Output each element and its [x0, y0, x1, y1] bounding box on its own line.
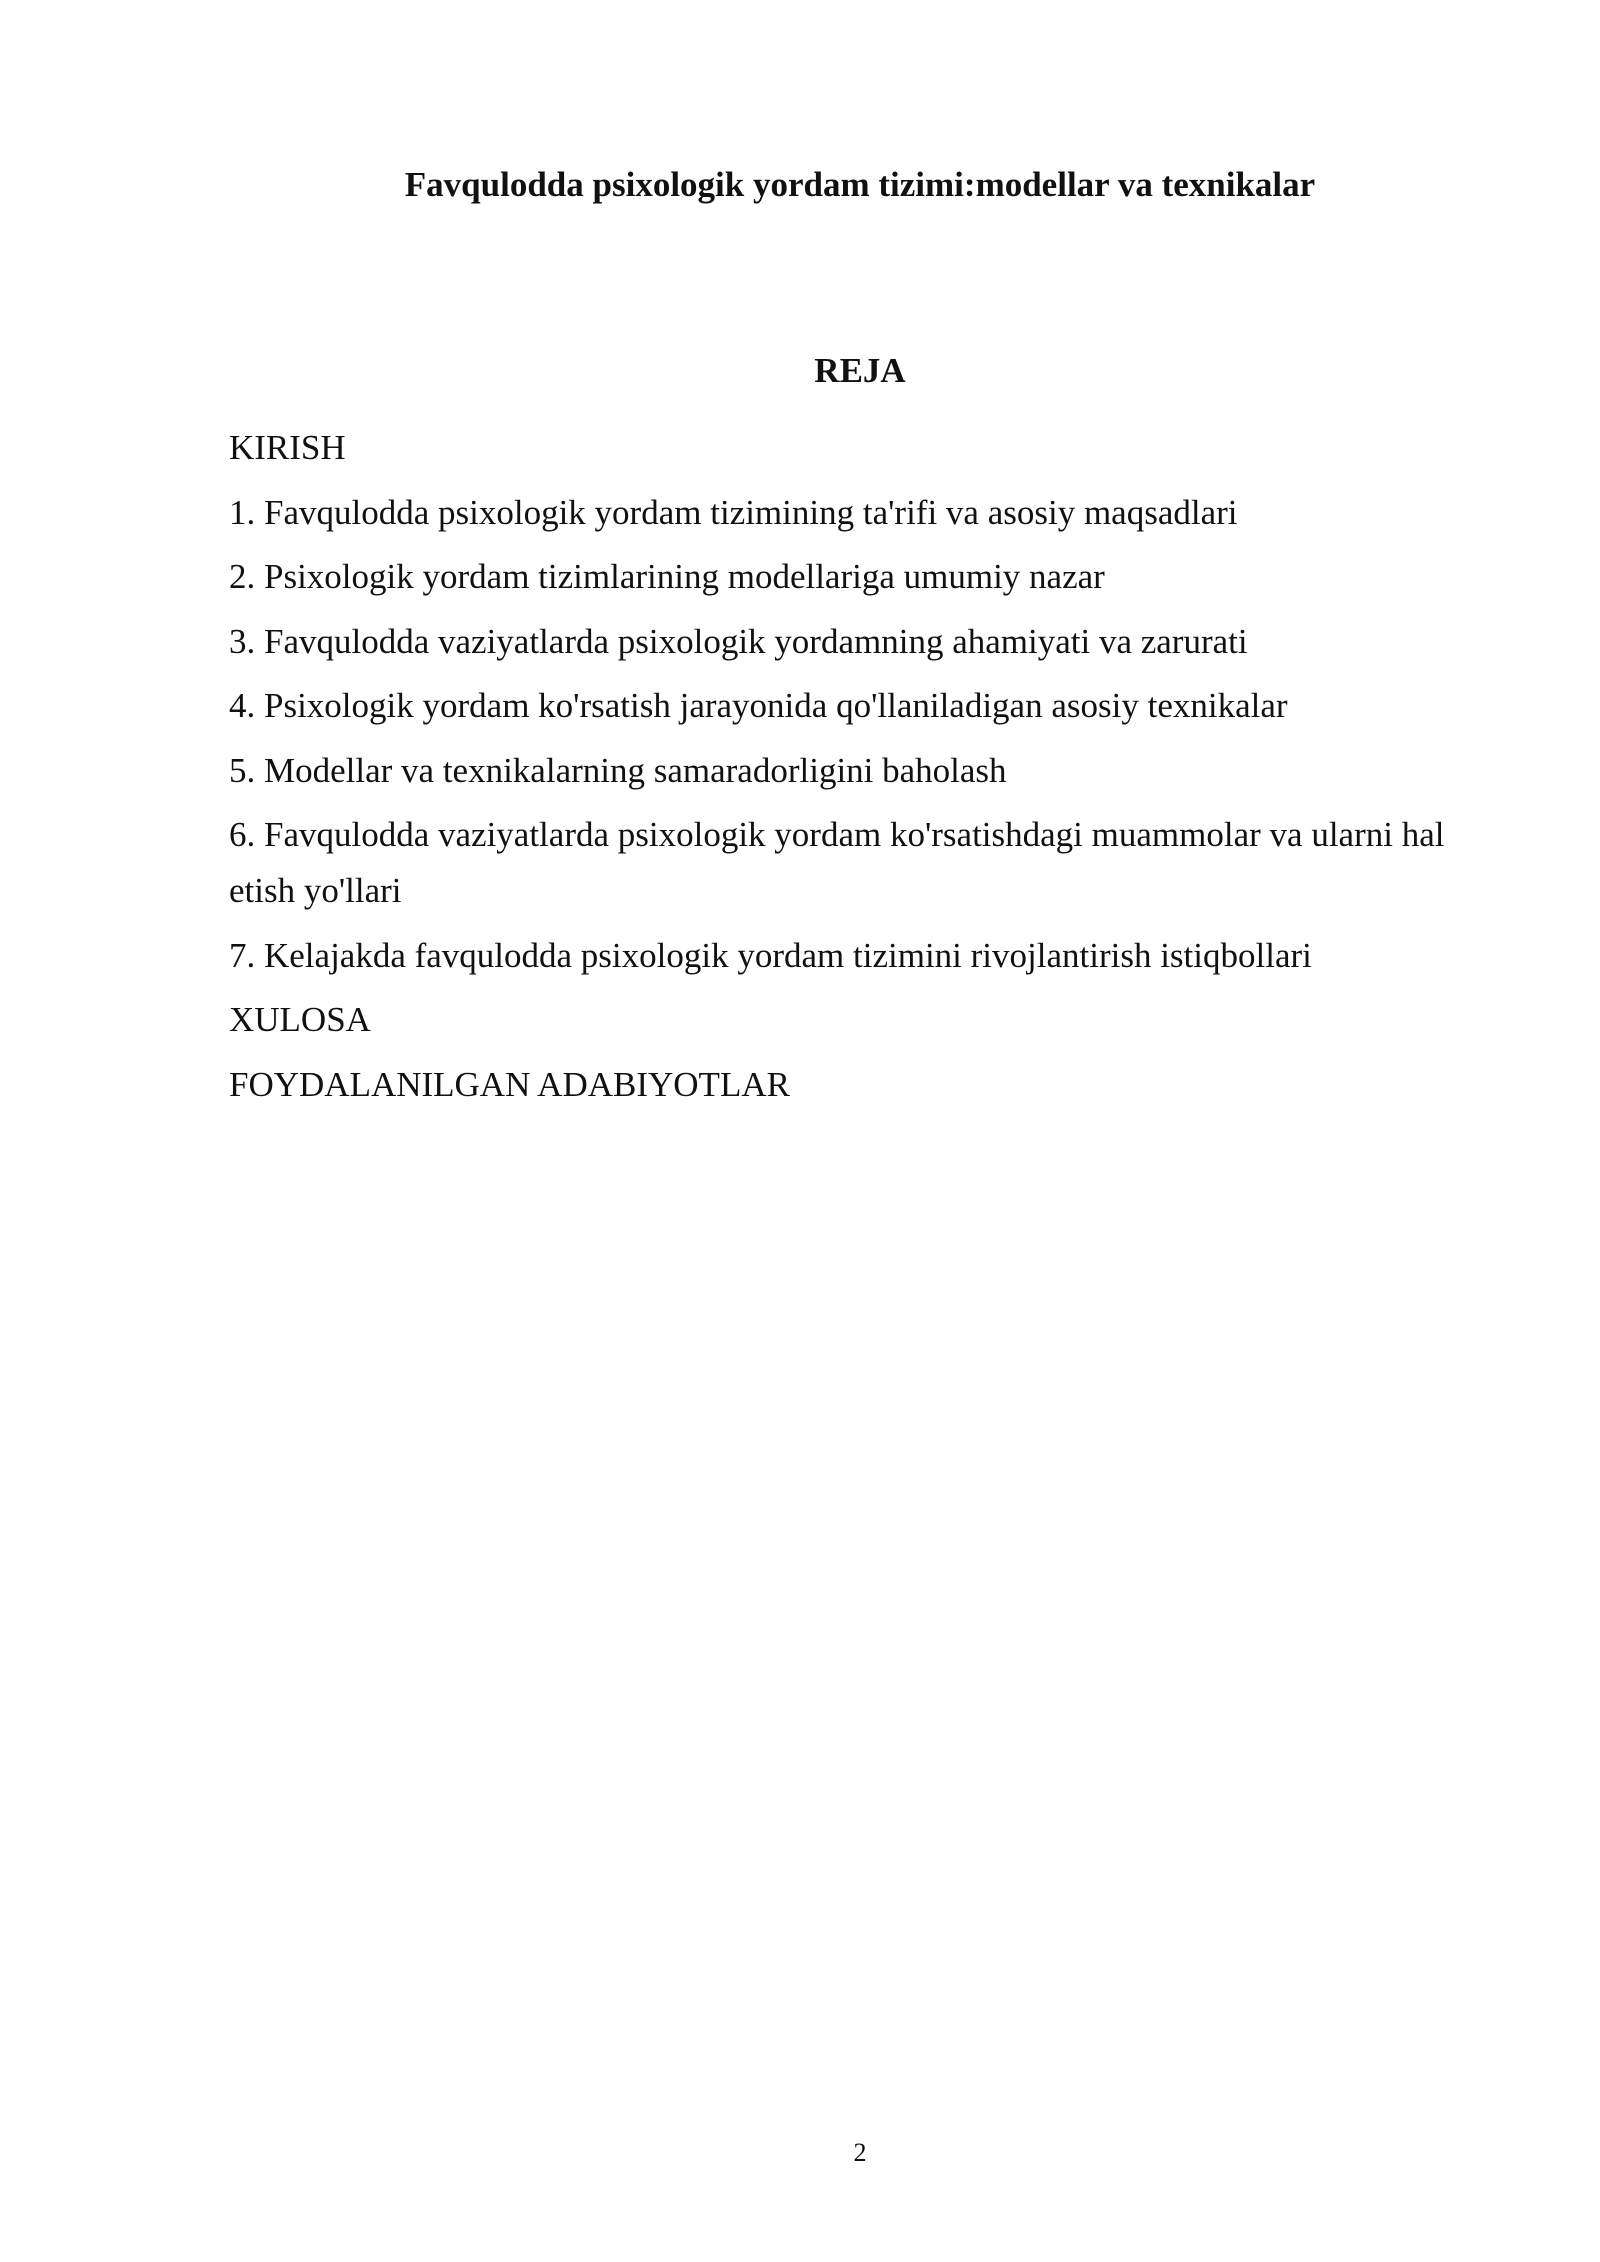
plan-list [229, 420, 1499, 1121]
plan-item-3: 3. Favqulodda vaziyatlarda psixologik yordamning ahamiyati va zarurati [229, 621, 1248, 661]
plan-item-1: 1. Favqulodda psixologik yordam tizimining ta'rifi va asosiy maqsadlari [229, 492, 1238, 532]
plan-item-4: 4. Psixologik yordam ko'rsatish jarayonida qo'llaniladigan asosiy texnikalar [229, 686, 1288, 725]
plan-item-6: 6. Favqulodda vaziyatlarda psixologik yordam ko'rsatishdagi muammolar va ularni hal etish yo'llari [229, 815, 1445, 910]
plan-heading: REJA [814, 351, 906, 390]
plan-item-kirish: KIRISH [229, 428, 346, 467]
plan-item-references: FOYDALANILGAN ADABIYOTLAR [229, 1064, 790, 1104]
page-number: 2 [853, 2138, 867, 2167]
plan-item-xulosa: XULOSA [229, 1000, 371, 1039]
plan-item-2: 2. Psixologik yordam tizimlarining modellariga umumiy nazar [229, 557, 1105, 596]
plan-item-5: 5. Modellar va texnikalarning samaradorligini baholash [229, 750, 1007, 790]
plan-item-7: 7. Kelajakda favqulodda psixologik yordam tizimini rivojlantirish istiqbollari [229, 935, 1312, 975]
document-title: Favqulodda psixologik yordam tizimi:modellar va texnikalar [404, 165, 1316, 204]
